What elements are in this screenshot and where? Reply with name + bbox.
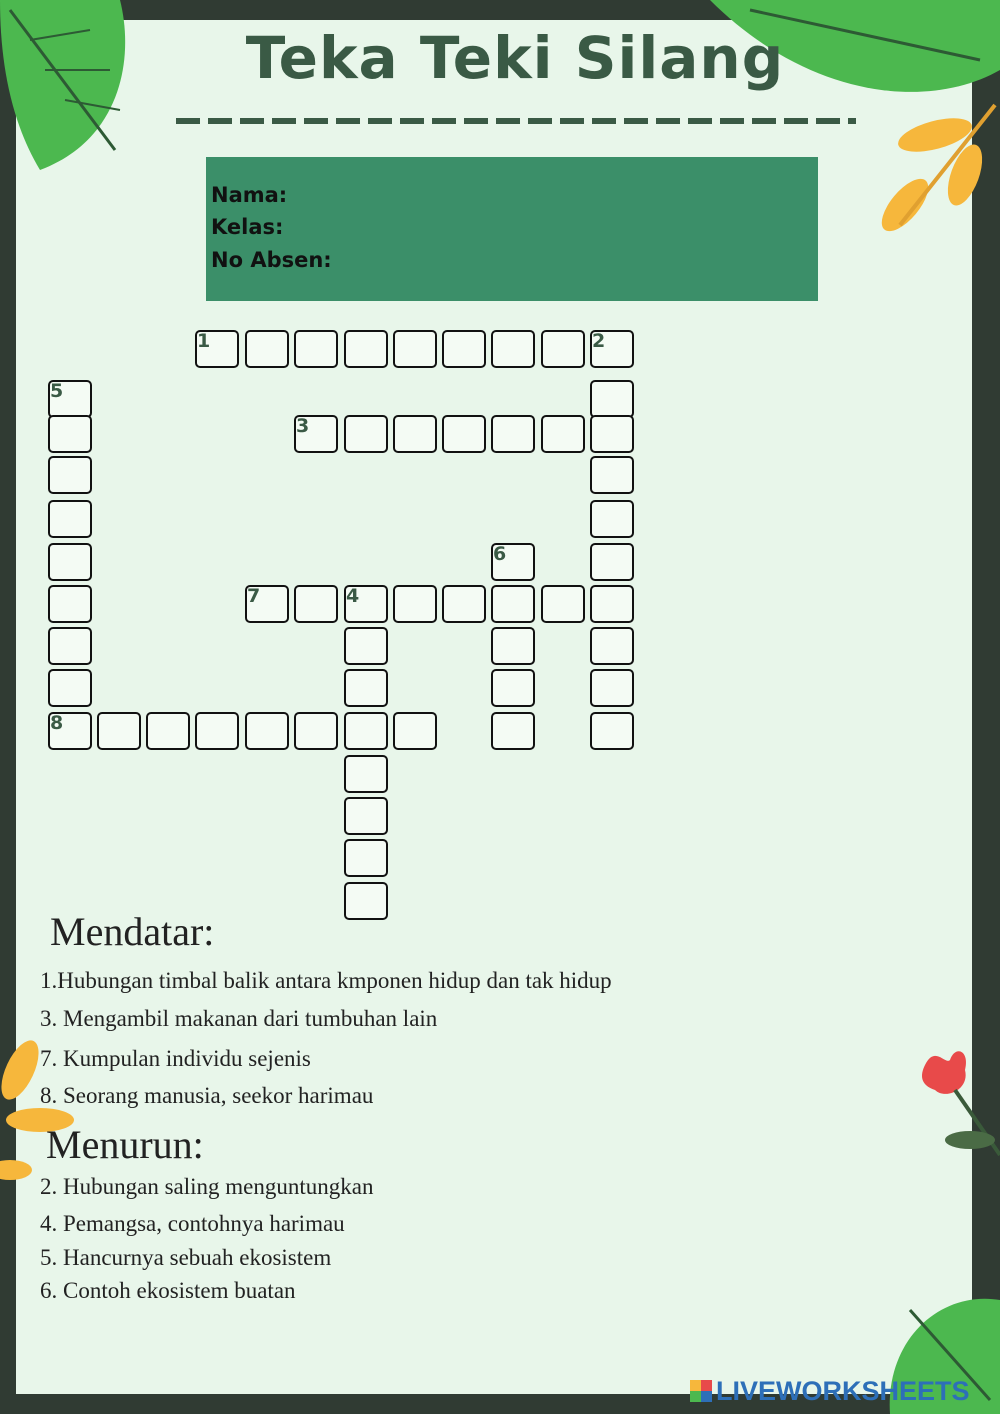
crossword-cell[interactable] [442,415,486,453]
clue-number-7: 7 [247,585,261,607]
clue-across-8: 8. Seorang manusia, seekor harimau [40,1083,374,1108]
clue-down-2: 2. Hubungan saling menguntungkan [40,1174,374,1199]
crossword-cell[interactable] [344,755,388,793]
class-label: Kelas: [211,215,284,239]
liveworksheets-logo-icon [690,1380,712,1402]
crossword-cell[interactable] [590,500,634,538]
crossword-cell[interactable] [491,627,535,665]
crossword-cell[interactable] [48,627,92,665]
clue-number-3: 3 [296,415,310,437]
across-heading: Mendatar: [50,909,215,954]
liveworksheets-brand [690,1376,970,1406]
absen-label: No Absen: [211,248,332,272]
title-underline [176,118,856,124]
clue-down-6: 6. Contoh ekosistem buatan [40,1278,296,1303]
clue-down-5: 5. Hancurnya sebuah ekosistem [40,1245,332,1270]
crossword-cell[interactable] [491,415,535,453]
crossword-cell[interactable] [541,585,585,623]
crossword-cell[interactable] [294,330,338,368]
crossword-cell[interactable] [590,543,634,581]
crossword-cell[interactable] [97,712,141,750]
crossword-cell[interactable] [294,712,338,750]
crossword-cell[interactable] [442,585,486,623]
down-heading: Menurun: [46,1122,204,1167]
crossword-cell[interactable] [195,712,239,750]
student-info-box [206,157,818,301]
crossword-cell[interactable] [344,415,388,453]
crossword-cell[interactable] [491,585,535,623]
crossword-cell[interactable] [344,330,388,368]
crossword-cell[interactable] [48,669,92,707]
clue-across-7: 7. Kumpulan individu sejenis [40,1046,311,1071]
brand-text: LIVEWORKSHEETS [716,1375,970,1406]
crossword-cell[interactable] [590,456,634,494]
crossword-cell[interactable] [541,415,585,453]
crossword-cell[interactable] [245,330,289,368]
name-label: Nama: [211,183,288,207]
crossword-cell[interactable] [491,712,535,750]
clue-down-4: 4. Pemangsa, contohnya harimau [40,1211,345,1236]
crossword-cell[interactable] [590,380,634,418]
crossword-cell[interactable] [48,415,92,453]
crossword-cell[interactable] [590,712,634,750]
crossword-cell[interactable] [393,330,437,368]
page-title: Teka Teki Silang [245,24,785,92]
yellow-flower-icon [880,95,1000,235]
crossword-cell[interactable] [541,330,585,368]
crossword-cell[interactable] [146,712,190,750]
crossword-cell[interactable] [48,585,92,623]
crossword-cell[interactable] [590,585,634,623]
clue-number-1: 1 [197,330,211,352]
crossword-cell[interactable] [344,712,388,750]
crossword-cell[interactable] [344,839,388,877]
crossword-cell[interactable] [344,797,388,835]
crossword-cell[interactable] [393,712,437,750]
crossword-cell[interactable] [442,330,486,368]
crossword-cell[interactable] [590,627,634,665]
red-flower-icon [915,1045,1000,1165]
clue-number-5: 5 [50,380,64,402]
clue-across-3: 3. Mengambil makanan dari tumbuhan lain [40,1006,438,1031]
crossword-cell[interactable] [590,669,634,707]
crossword-cell[interactable] [491,669,535,707]
clue-number-4: 4 [346,585,360,607]
clue-across-1: 1.Hubungan timbal balik antara kmponen hidup dan tak hidup [40,968,612,993]
crossword-cell[interactable] [294,585,338,623]
crossword-cell[interactable] [48,543,92,581]
clue-number-8: 8 [50,712,64,734]
crossword-cell[interactable] [393,415,437,453]
clue-number-6: 6 [493,543,507,565]
crossword-cell[interactable] [344,882,388,920]
crossword-cell[interactable] [590,415,634,453]
crossword-cell[interactable] [491,330,535,368]
crossword-cell[interactable] [48,500,92,538]
crossword-cell[interactable] [344,669,388,707]
crossword-cell[interactable] [344,627,388,665]
crossword-cell[interactable] [48,456,92,494]
crossword-cell[interactable] [245,712,289,750]
crossword-cell[interactable] [393,585,437,623]
clue-number-2: 2 [592,330,606,352]
